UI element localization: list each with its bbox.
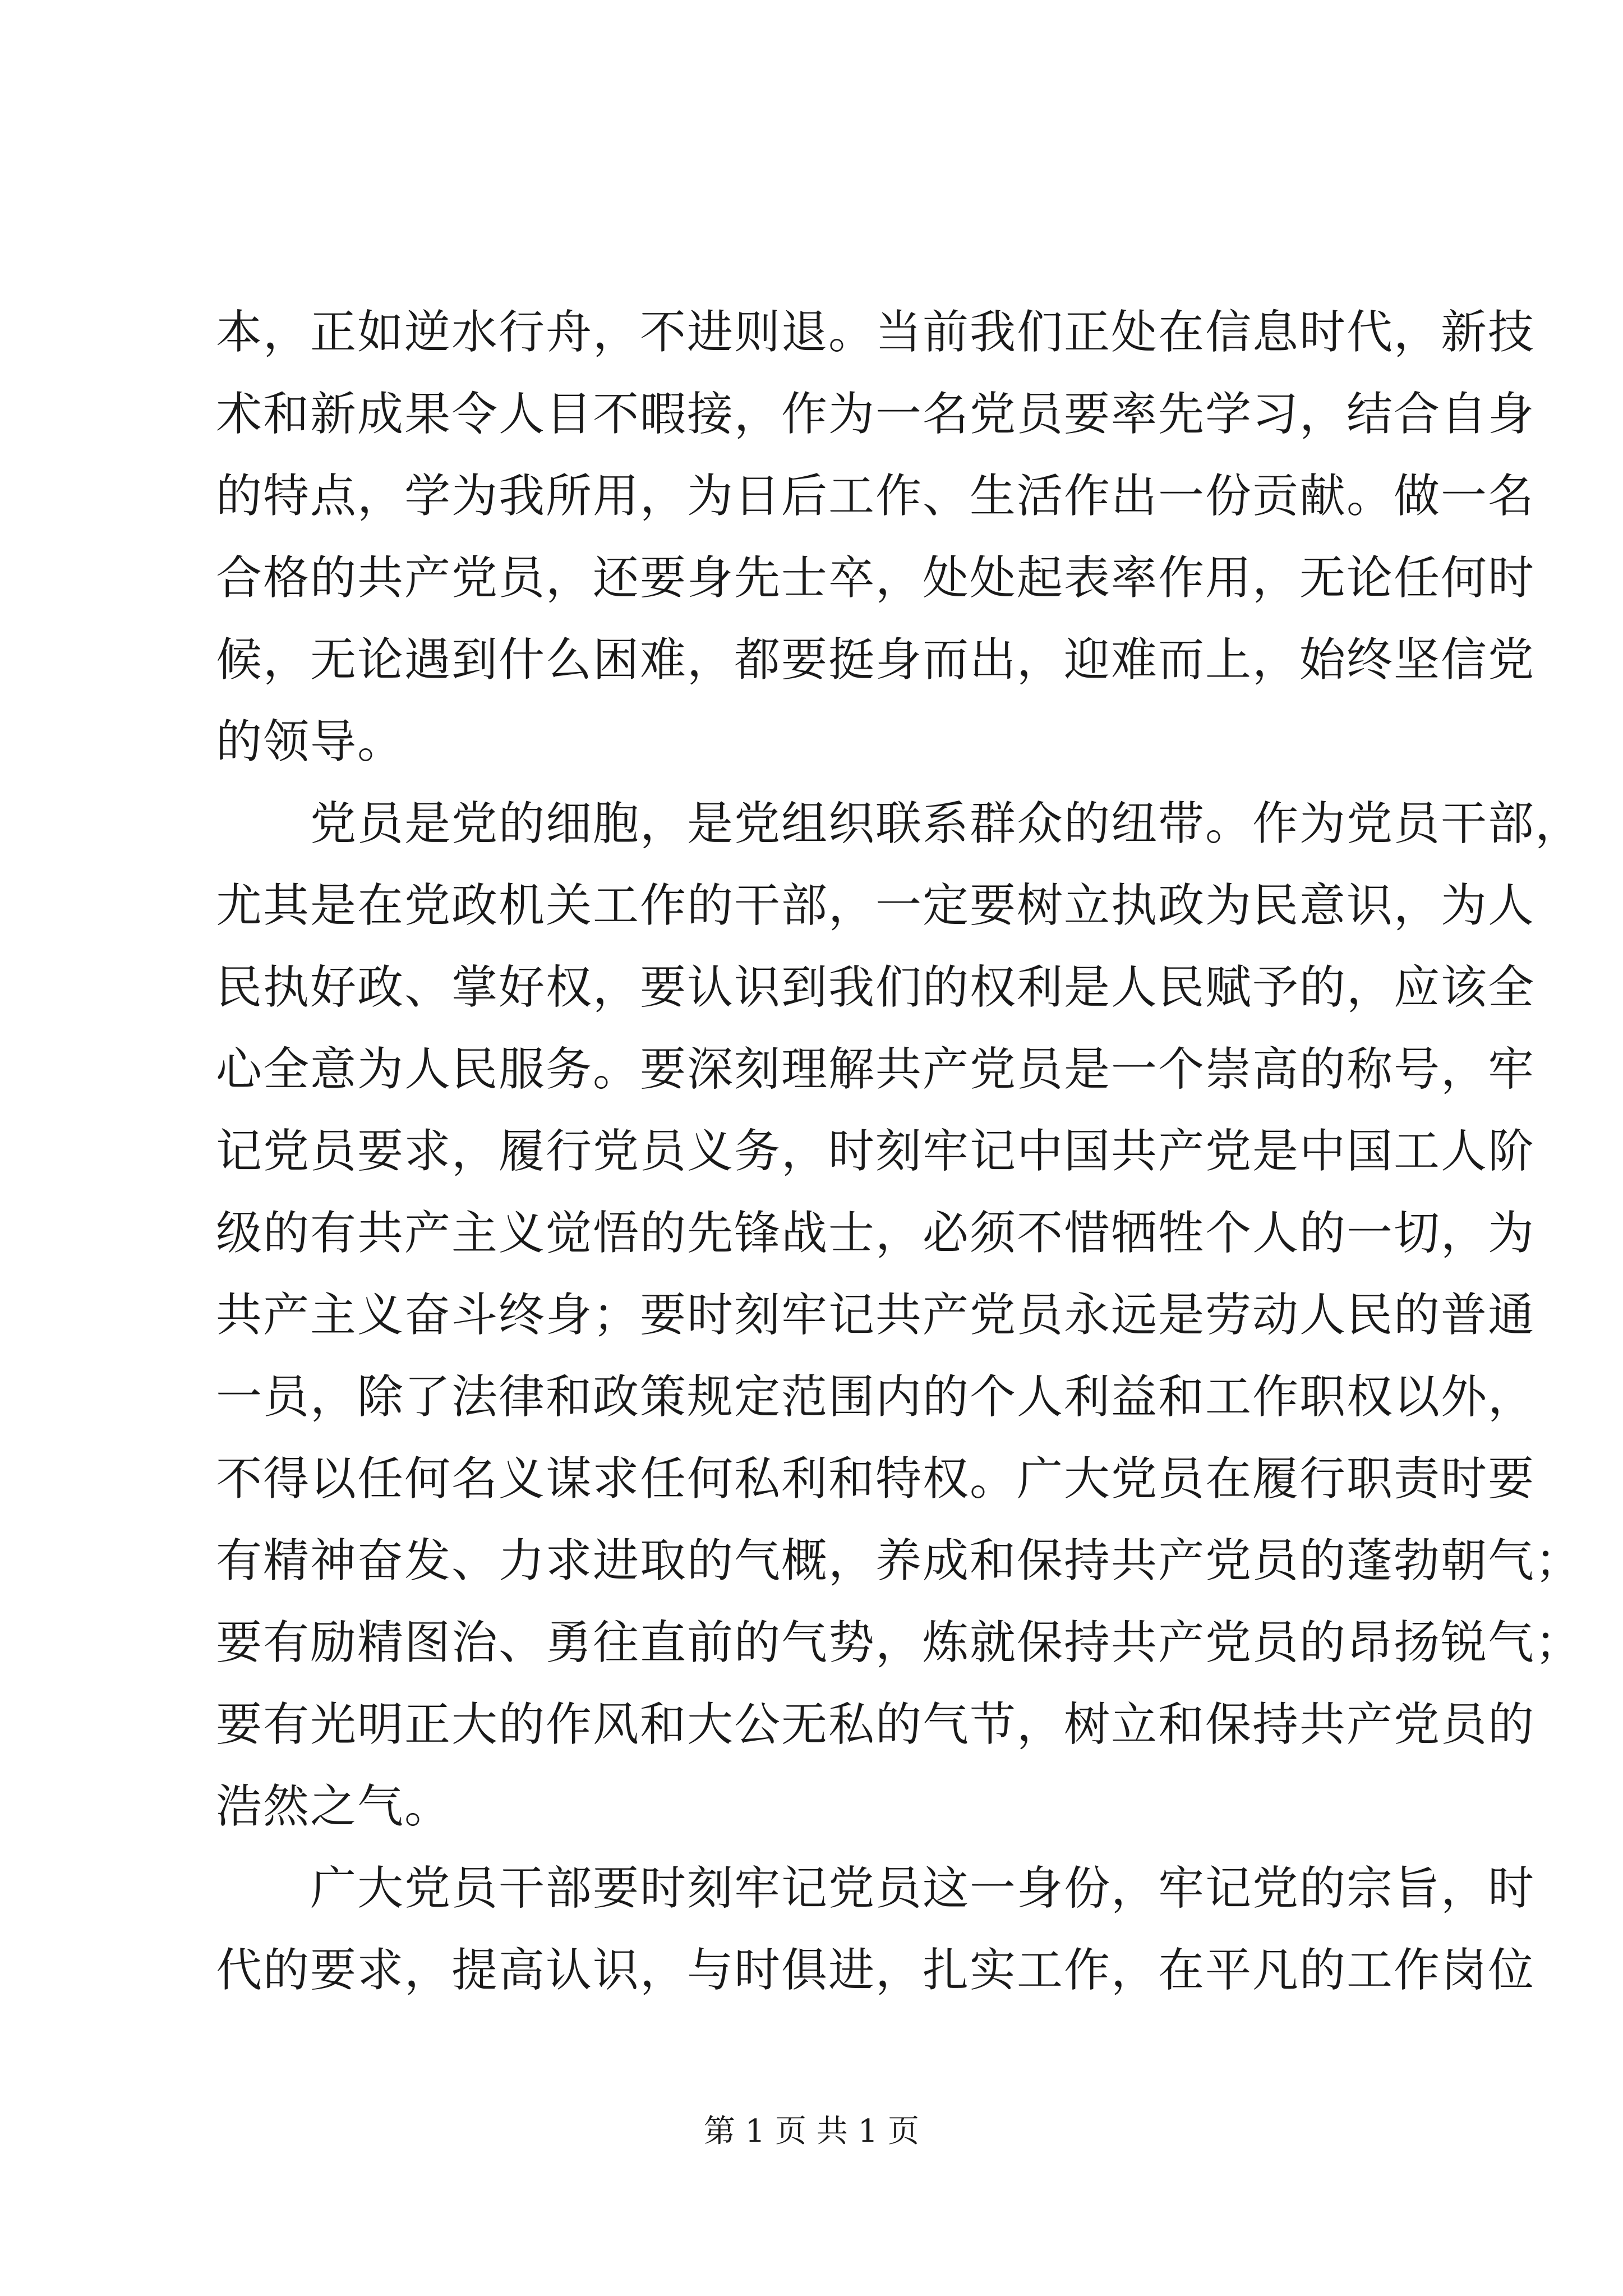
text-line: 的领导。 xyxy=(216,715,405,769)
text-line: 本，正如逆水行舟，不进则退。当前我们正处在信息时代，新技 xyxy=(216,306,1536,359)
text-line: 不得以任何名义谋求任何私利和特权。广大党员在履行职责时要 xyxy=(216,1452,1536,1506)
text-line: 浩然之气。 xyxy=(216,1780,452,1833)
text-line: 代的要求，提高认识，与时俱进，扎实工作，在平凡的工作岗位 xyxy=(216,1944,1536,1997)
text-line: 术和新成果令人目不暇接，作为一名党员要率先学习，结合自身 xyxy=(216,388,1536,441)
text-line: 要有励精图治、勇往直前的气势，炼就保持共产党员的昂扬锐气； xyxy=(216,1616,1583,1669)
page-number-footer: 第 1 页 共 1 页 xyxy=(703,2113,920,2150)
text-line: 的特点，学为我所用，为日后工作、生活作出一份贡献。做一名 xyxy=(216,470,1536,523)
text-line: 尤其是在党政机关工作的干部，一定要树立执政为民意识，为人 xyxy=(216,879,1536,932)
text-line: 广大党员干部要时刻牢记党员这一身份，牢记党的宗旨，时 xyxy=(216,1862,1536,1915)
text-line: 候，无论遇到什么困难，都要挺身而出，迎难而上，始终坚信党 xyxy=(216,633,1536,687)
document-body xyxy=(216,292,1583,2012)
text-line: 记党员要求，履行党员义务，时刻牢记中国共产党是中国工人阶 xyxy=(216,1125,1536,1178)
text-line: 合格的共产党员，还要身先士卒，处处起表率作用，无论任何时 xyxy=(216,551,1536,605)
text-line: 要有光明正大的作风和大公无私的气节，树立和保持共产党员的 xyxy=(216,1698,1536,1751)
text-line: 党员是党的细胞，是党组织联系群众的纽带。作为党员干部， xyxy=(216,797,1583,850)
text-line: 心全意为人民服务。要深刻理解共产党员是一个崇高的称号，牢 xyxy=(216,1043,1536,1096)
text-line: 民执好政、掌好权，要认识到我们的权利是人民赋予的，应该全 xyxy=(216,961,1536,1014)
text-line: 有精神奋发、力求进取的气概，养成和保持共产党员的蓬勃朝气； xyxy=(216,1534,1583,1588)
text-line: 共产主义奋斗终身；要时刻牢记共产党员永远是劳动人民的普通 xyxy=(216,1289,1536,1342)
text-line: 级的有共产主义觉悟的先锋战士，必须不惜牺牲个人的一切，为 xyxy=(216,1207,1536,1260)
text-line: 一员，除了法律和政策规定范围内的个人利益和工作职权以外， xyxy=(216,1370,1536,1424)
